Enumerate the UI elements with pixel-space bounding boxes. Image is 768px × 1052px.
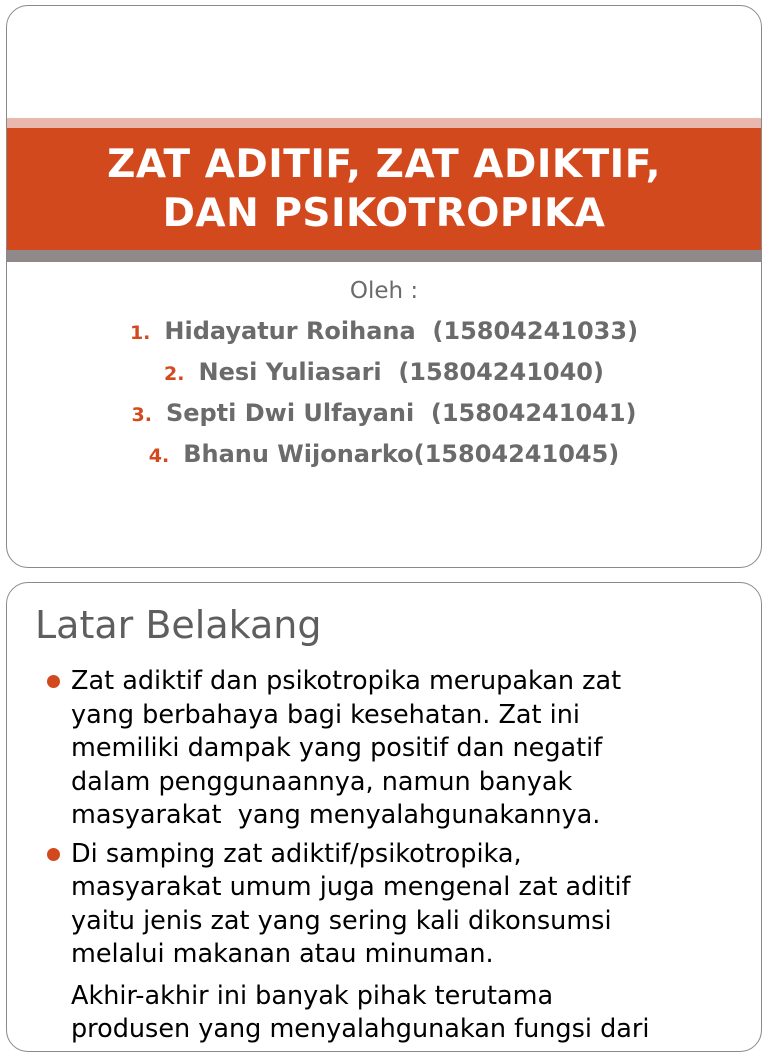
author-name: Nesi Yuliasari (15804241040)	[198, 358, 604, 386]
author-item	[7, 394, 761, 435]
author-number: 2.	[164, 363, 185, 385]
text-line: Zat adiktif dan psikotropika merupakan zat	[71, 666, 622, 696]
bullet-dot-icon	[47, 848, 60, 861]
author-number: 4.	[148, 445, 170, 467]
slide-title	[107, 140, 661, 238]
text-line: yaitu jenis zat yang sering kali dikonsumsi	[71, 905, 612, 936]
text-line: dalam penggunaannya, namun banyak	[71, 766, 573, 797]
slide-title-line-1: ZAT ADITIF, ZAT ADIKTIF,	[107, 142, 661, 187]
bullet-paragraph	[47, 838, 741, 972]
author-item	[7, 353, 761, 394]
author-name: Septi Dwi Ulfayani (15804241041)	[165, 399, 637, 427]
body-text	[47, 665, 741, 1052]
text-line: produsen yang menyalahgunakan fungsi dari	[71, 1014, 650, 1044]
title-band-bottom-stripe	[7, 250, 761, 262]
continuation-paragraph	[47, 980, 741, 1047]
by-label: Oleh :	[349, 278, 419, 304]
author-item	[7, 312, 761, 353]
text-line: memiliki dampak yang positif dan negatif	[71, 733, 603, 763]
text-line: melalui makanan atau minuman.	[71, 939, 494, 969]
text-line: yang berbahaya bagi kesehatan. Zat ini	[71, 699, 580, 730]
author-list	[7, 312, 761, 476]
slide-title-line-2: DAN PSIKOTROPIKA	[162, 191, 606, 236]
title-band-top-stripe	[7, 118, 761, 128]
text-line: masyarakat umum juga mengenal zat aditif	[71, 872, 631, 902]
title-slide	[6, 5, 762, 568]
author-item	[7, 435, 761, 476]
author-number: 3.	[131, 404, 152, 426]
bullet-paragraph	[47, 665, 741, 833]
author-number: 1.	[129, 322, 151, 344]
bullet-dot-icon	[47, 675, 60, 688]
section-heading: Latar Belakang	[35, 603, 322, 647]
text-line: Akhir-akhir ini banyak pihak terutama	[71, 980, 554, 1011]
text-line: masyarakat yang menyalahgunakannya.	[71, 800, 601, 830]
subtitle-block	[7, 276, 761, 476]
author-name: Hidayatur Roihana (15804241033)	[164, 317, 639, 345]
title-band	[7, 128, 761, 250]
author-name: Bhanu Wijonarko(15804241045)	[183, 440, 620, 468]
text-line: Di samping zat adiktif/psikotropika,	[71, 838, 522, 869]
content-slide	[6, 582, 762, 1052]
